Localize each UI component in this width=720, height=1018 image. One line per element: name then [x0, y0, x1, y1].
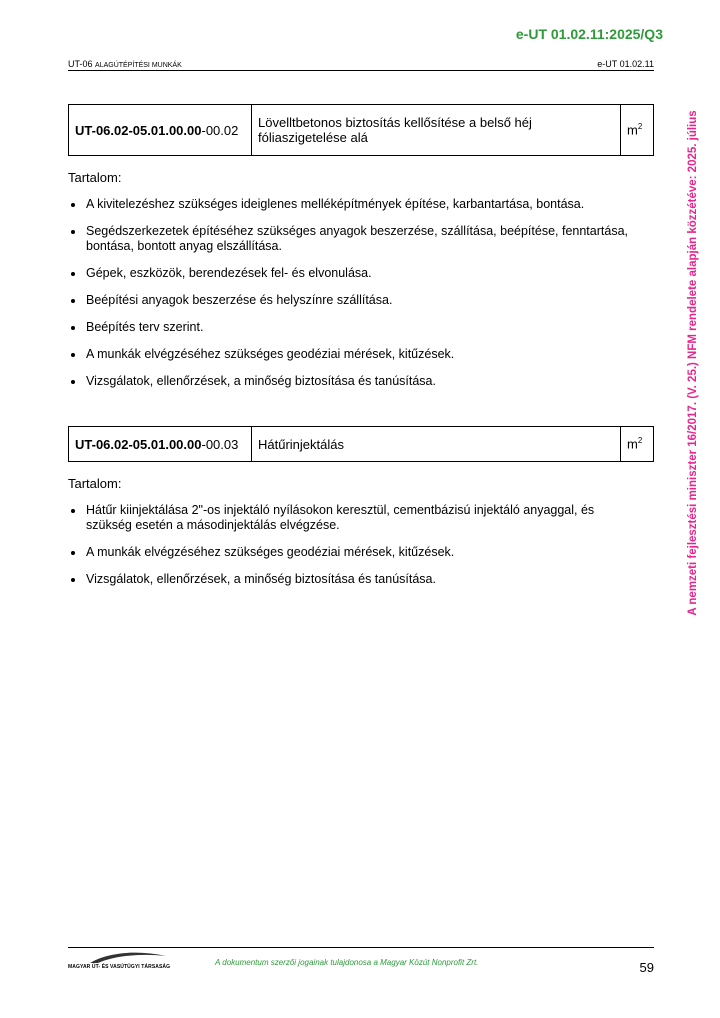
list-item-text: Gépek, eszközök, berendezések fel- és elvonulása.	[86, 266, 372, 280]
contents-list	[68, 197, 628, 401]
list-item	[68, 572, 628, 587]
bullet-icon	[71, 380, 75, 384]
copyright-notice: A dokumentum szerzői jogainak tulajdonosa a Magyar Közút Nonprofit Zrt.	[215, 958, 479, 967]
list-item-text: A munkák elvégzéséhez szükséges geodéziai mérések, kitűzések.	[86, 347, 455, 361]
list-item-text: A kivitelezéshez szükséges ideiglenes melléképítmények építése, karbantartása, bontása.	[86, 197, 585, 211]
bullet-icon	[71, 230, 75, 234]
bullet-icon	[71, 326, 75, 330]
contents-title: Tartalom:	[68, 170, 122, 185]
item-unit	[621, 105, 654, 156]
list-item	[68, 224, 628, 254]
list-item-text: Beépítés terv szerint.	[86, 320, 204, 334]
list-item-text: Segédszerkezetek építéséhez szükséges anyagok beszerzése, szállítása, beépítése, fenntartása, bontása, bontott anyag elszállítása.	[86, 224, 628, 253]
bullet-icon	[71, 578, 75, 582]
unit-symbol: m	[627, 436, 638, 452]
chapter-code: UT-06	[68, 59, 93, 69]
header-divider	[68, 70, 654, 71]
item-table	[68, 426, 654, 462]
item-code-main: UT-06.02-05.01.00.00	[75, 122, 202, 138]
list-item	[68, 545, 628, 560]
publication-note	[684, 95, 702, 630]
item-row	[69, 427, 654, 462]
list-item	[68, 197, 628, 212]
bullet-icon	[71, 509, 75, 513]
document-id: e-UT 01.02.11:2025/Q3	[515, 26, 663, 42]
list-item-text: Beépítési anyagok beszerzése és helyszínre szállítása.	[86, 293, 393, 307]
item-row	[69, 105, 654, 156]
contents-title: Tartalom:	[68, 476, 122, 491]
running-header-left	[68, 59, 182, 69]
list-item	[68, 266, 628, 281]
item-code-suffix: -00.02	[201, 122, 239, 138]
publication-note-text: A nemzeti fejlesztési miniszter 16/2017. (V. 25.) NFM rendelete alapján közzétéve: 2025. július	[687, 109, 699, 616]
list-item-text: A munkák elvégzéséhez szükséges geodéziai mérések, kitűzések.	[86, 545, 455, 559]
unit-exponent: 2	[637, 436, 643, 446]
road-swoosh-icon	[88, 950, 168, 964]
bullet-icon	[71, 272, 75, 276]
unit-exponent: 2	[637, 122, 643, 132]
item-table	[68, 104, 654, 156]
bullet-icon	[71, 203, 75, 207]
page-number: 59	[639, 960, 654, 975]
list-item	[68, 503, 628, 533]
list-item-text: Vizsgálatok, ellenőrzések, a minőség biztosítása és tanúsítása.	[86, 572, 436, 586]
bullet-icon	[71, 299, 75, 303]
bullet-icon	[71, 551, 75, 555]
item-description	[252, 105, 621, 156]
logo-text: MAGYAR ÚT- ÉS VASÚTÜGYI TÁRSASÁG	[68, 964, 171, 970]
chapter-title: ALAGÚTÉPÍTÉSI MUNKÁK	[95, 62, 182, 69]
item-description-line: fóliaszigetelése alá	[258, 130, 368, 145]
society-logo	[68, 950, 178, 974]
list-item	[68, 347, 628, 362]
footer-divider	[68, 947, 654, 948]
list-item-text: Vizsgálatok, ellenőrzések, a minőség biztosítása és tanúsítása.	[86, 374, 436, 388]
running-header-right: e-UT 01.02.11	[597, 59, 654, 69]
list-item	[68, 293, 628, 308]
item-description-line: Hátűrinjektálás	[258, 436, 344, 452]
item-code-suffix: -00.03	[201, 436, 239, 452]
list-item	[68, 374, 628, 389]
contents-list	[68, 503, 628, 599]
unit-symbol: m	[627, 122, 638, 138]
item-code	[69, 427, 252, 462]
item-description	[252, 427, 621, 462]
item-code	[69, 105, 252, 156]
item-description-line: Lövelltbetonos biztosítás kellősítése a belső héj	[258, 115, 532, 130]
list-item	[68, 320, 628, 335]
item-code-main: UT-06.02-05.01.00.00	[75, 436, 202, 452]
list-item-text: Hátűr kiinjektálása 2"-os injektáló nyílásokon keresztül, cementbázisú injektáló anyaggal, és szükség esetén a másodinjektálás elvégzése.	[86, 503, 595, 532]
item-unit	[621, 427, 654, 462]
bullet-icon	[71, 353, 75, 357]
